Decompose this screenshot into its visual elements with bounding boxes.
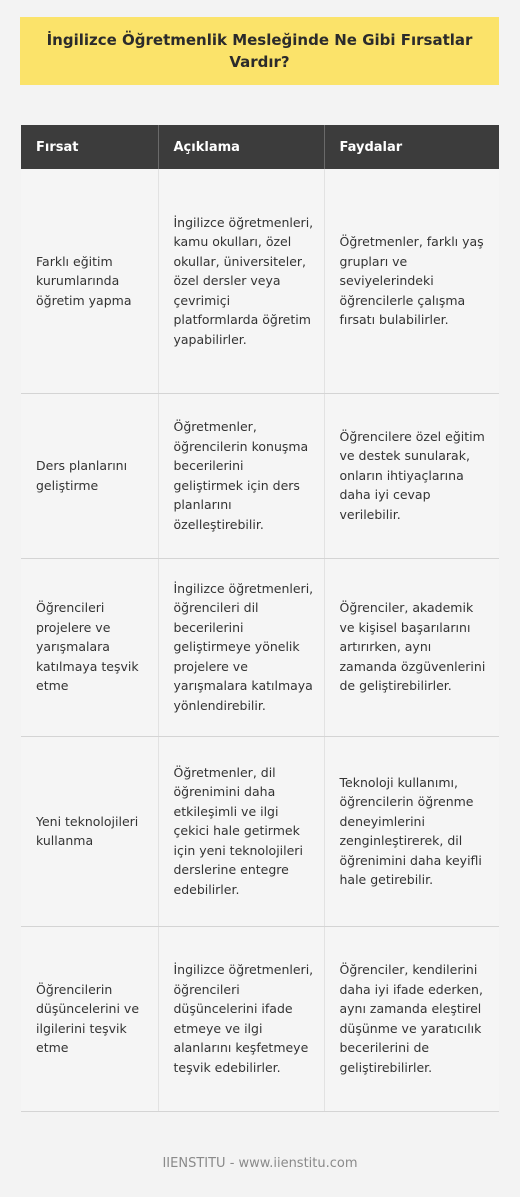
footer-credit: IIENSTITU - www.iienstitu.com <box>162 1156 358 1171</box>
cell-faydalar: Öğrencilere özel eğitim ve destek sunularak, onların ihtiyaçlarına daha iyi cevap verilebilir. <box>324 393 499 558</box>
opportunities-table <box>21 125 499 1112</box>
page-title: İngilizce Öğretmenlik Mesleğinde Ne Gibi Fırsatlar Vardır? <box>46 31 473 71</box>
cell-faydalar: Öğretmenler, farklı yaş grupları ve seviyelerindeki öğrencilerle çalışma fırsatı bulabilirler. <box>324 169 499 393</box>
cell-firsat: Yeni teknolojileri kullanma <box>21 736 158 926</box>
title-banner <box>20 17 499 85</box>
table-row <box>21 393 499 558</box>
table-row <box>21 926 499 1111</box>
cell-faydalar: Teknoloji kullanımı, öğrencilerin öğrenme deneyimlerini zenginleştirerek, dil öğrenimini daha keyifli hale getirebilir. <box>324 736 499 926</box>
cell-firsat: Öğrencileri projelere ve yarışmalara katılmaya teşvik etme <box>21 558 158 736</box>
cell-faydalar: Öğrenciler, kendilerini daha iyi ifade ederken, aynı zamanda eleştirel düşünme ve yaratıcılık becerilerini de geliştirebilirler. <box>324 926 499 1111</box>
cell-firsat: Farklı eğitim kurumlarında öğretim yapma <box>21 169 158 393</box>
cell-aciklama: Öğretmenler, öğrencilerin konuşma becerilerini geliştirmek için ders planlarını özelleştirebilir. <box>158 393 324 558</box>
table-row <box>21 736 499 926</box>
table-header <box>21 125 499 169</box>
cell-firsat: Öğrencilerin düşüncelerini ve ilgilerini teşvik etme <box>21 926 158 1111</box>
cell-faydalar: Öğrenciler, akademik ve kişisel başarılarını artırırken, aynı zamanda özgüvenlerini de geliştirebilirler. <box>324 558 499 736</box>
cell-aciklama: İngilizce öğretmenleri, kamu okulları, özel okullar, üniversiteler, özel dersler veya çevrimiçi platformlarda öğretim yapabilirler. <box>158 169 324 393</box>
cell-aciklama: Öğretmenler, dil öğrenimini daha etkileşimli ve ilgi çekici hale getirmek için yeni teknolojileri derslerine entegre edebilirler. <box>158 736 324 926</box>
column-header-aciklama: Açıklama <box>158 125 324 169</box>
cell-aciklama: İngilizce öğretmenleri, öğrencileri dil becerilerini geliştirmeye yönelik projelere ve yarışmalara katılmaya yönlendirebilir. <box>158 558 324 736</box>
table-row <box>21 169 499 393</box>
column-header-firsat: Fırsat <box>21 125 158 169</box>
cell-firsat: Ders planlarını geliştirme <box>21 393 158 558</box>
table-row <box>21 558 499 736</box>
cell-aciklama: İngilizce öğretmenleri, öğrencileri düşüncelerini ifade etmeye ve ilgi alanlarını keşfetmeye teşvik edebilirler. <box>158 926 324 1111</box>
column-header-faydalar: Faydalar <box>324 125 499 169</box>
